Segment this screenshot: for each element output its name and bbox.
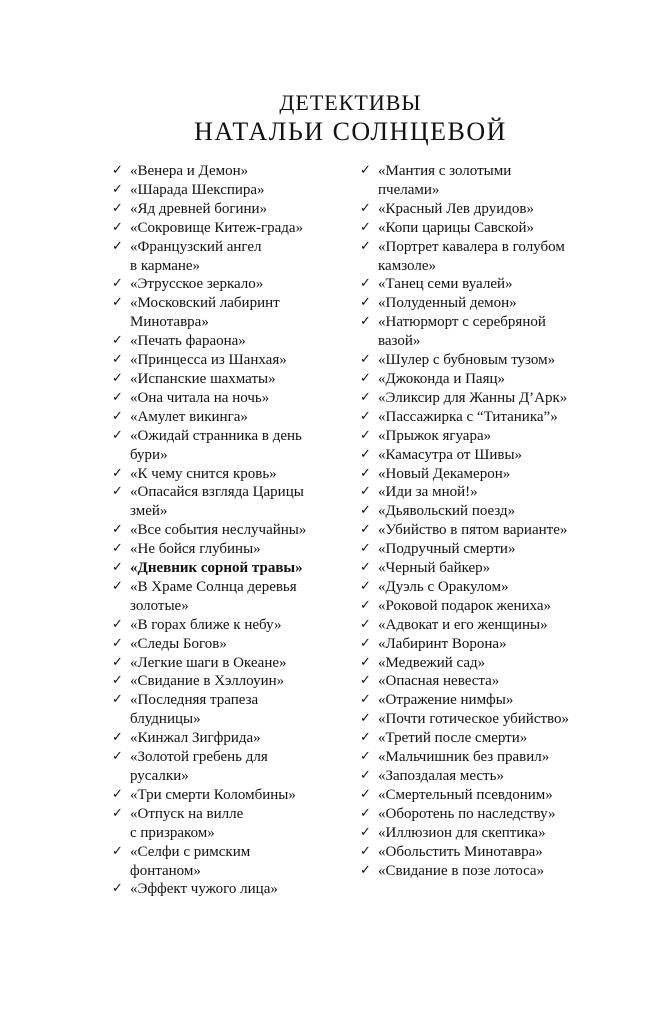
book-list-item	[360, 275, 600, 294]
book-title-line: «Танец семи вуалей»	[378, 276, 513, 293]
book-title-line: «Эффект чужого лица»	[130, 881, 278, 898]
checkmark-icon: ✓	[360, 805, 371, 821]
book-title-line: «Селфи с римским	[130, 843, 251, 860]
book-title-line: бури»	[130, 446, 168, 463]
book-list-item	[112, 181, 347, 200]
book-list-item	[360, 351, 600, 370]
book-title-line: золотые»	[130, 597, 189, 614]
book-title-line: «Медвежий сад»	[378, 654, 486, 671]
book-title-line: «Яд древней богини»	[130, 200, 268, 217]
book-list-item	[112, 238, 347, 276]
title-author: НАТАЛЬИ СОЛНЦЕВОЙ	[194, 117, 507, 146]
book-title-line: «Красный Лев друидов»	[378, 200, 534, 217]
checkmark-icon: ✓	[360, 730, 371, 746]
checkmark-icon: ✓	[360, 786, 371, 802]
book-list-left	[112, 162, 347, 899]
checkmark-icon: ✓	[360, 200, 371, 216]
checkmark-icon: ✓	[360, 389, 371, 405]
checkmark-icon: ✓	[360, 673, 371, 689]
book-title-line: «Она читала на ночь»	[130, 389, 270, 406]
checkmark-icon: ✓	[112, 881, 123, 897]
checkmark-icon: ✓	[360, 408, 371, 424]
book-list-item	[360, 483, 600, 502]
checkmark-icon: ✓	[112, 465, 123, 481]
checkmark-icon: ✓	[112, 370, 123, 386]
book-title-line: «Опасная невеста»	[378, 673, 500, 690]
checkmark-icon: ✓	[360, 635, 371, 651]
title-genre: ДЕТЕКТИВЫ	[279, 90, 422, 115]
book-title-line: «Дуэль с Оракулом»	[378, 578, 509, 595]
book-list-item	[360, 502, 600, 521]
book-title-line: «Московский лабиринт	[130, 295, 280, 312]
checkmark-icon: ✓	[360, 370, 371, 386]
book-list-item	[112, 786, 347, 805]
book-list-item	[360, 672, 600, 691]
book-list-item	[360, 616, 600, 635]
checkmark-icon: ✓	[112, 484, 123, 500]
book-title-line: «Французский ангел	[130, 238, 262, 255]
checkmark-icon: ✓	[112, 427, 123, 443]
checkmark-icon: ✓	[112, 522, 123, 538]
checkmark-icon: ✓	[112, 786, 123, 802]
book-list-item	[360, 389, 600, 408]
checkmark-icon: ✓	[360, 427, 371, 443]
book-title-line: «В Храме Солнца деревья	[130, 578, 297, 595]
checkmark-icon: ✓	[360, 862, 371, 878]
book-list-item	[360, 559, 600, 578]
checkmark-icon: ✓	[112, 541, 123, 557]
book-title-line: «В горах ближе к небу»	[130, 616, 282, 633]
book-title-line: «Свидание в Хэллоуин»	[130, 673, 285, 690]
checkmark-icon: ✓	[360, 484, 371, 500]
book-list-item	[360, 446, 600, 465]
checkmark-icon: ✓	[112, 333, 123, 349]
checkmark-icon: ✓	[360, 276, 371, 292]
book-title-line: «Роковой подарок жениха»	[378, 597, 552, 614]
book-list-item	[360, 427, 600, 446]
book-title-line: «Следы Богов»	[130, 635, 227, 652]
book-list-item	[360, 294, 600, 313]
book-list-item	[112, 294, 347, 332]
book-title-line: с призраком»	[130, 824, 215, 841]
book-list-item	[112, 559, 347, 578]
checkmark-icon: ✓	[360, 503, 371, 519]
checkmark-icon: ✓	[360, 597, 371, 613]
book-title-line: «Свидание в позе лотоса»	[378, 862, 545, 879]
checkmark-icon: ✓	[112, 295, 123, 311]
checkmark-icon: ✓	[112, 692, 123, 708]
book-title-line: «Мальчишник без правил»	[378, 749, 550, 766]
book-list-item	[360, 408, 600, 427]
book-list-item	[112, 748, 347, 786]
book-title-line: «Шарада Шекспира»	[130, 181, 265, 198]
checkmark-icon: ✓	[360, 749, 371, 765]
book-title-line: фонтаном»	[130, 862, 201, 879]
book-title-line: «Печать фараона»	[130, 333, 246, 350]
book-list-item	[360, 805, 600, 824]
book-title-line: «Легкие шаги в Океане»	[130, 654, 287, 671]
book-title-line: «Ожидай странника в день	[130, 427, 302, 444]
book-title-line: «Натюрморт с серебряной	[378, 314, 546, 331]
checkmark-icon: ✓	[360, 616, 371, 632]
book-list-item	[360, 710, 600, 729]
book-list-item	[360, 597, 600, 616]
book-title-line: «Смертельный псевдоним»	[378, 786, 553, 803]
book-title-line: «Кинжал Зигфрида»	[130, 730, 261, 747]
book-list-item	[112, 370, 347, 389]
book-list-item	[360, 786, 600, 805]
book-title-line: змей»	[130, 503, 168, 520]
book-list-item	[360, 238, 600, 276]
checkmark-icon: ✓	[360, 163, 371, 178]
checkmark-icon: ✓	[360, 824, 371, 840]
checkmark-icon: ✓	[112, 635, 123, 651]
book-list-item	[112, 275, 347, 294]
book-title-line: «Золотой гребень для	[130, 749, 268, 766]
book-title-line: вазой»	[378, 333, 421, 350]
book-list-right	[360, 162, 600, 880]
book-title-line: «Опасайся взгляда Царицы	[130, 484, 304, 501]
checkmark-icon: ✓	[112, 730, 123, 746]
book-list-item	[112, 654, 347, 673]
book-title-line: русалки»	[130, 768, 189, 784]
checkmark-icon: ✓	[360, 541, 371, 557]
book-list-item	[360, 219, 600, 238]
checkmark-icon: ✓	[360, 522, 371, 538]
checkmark-icon: ✓	[112, 673, 123, 689]
book-title-line: «Черный байкер»	[378, 560, 491, 577]
checkmark-icon: ✓	[112, 163, 123, 178]
book-title-line: «Иллюзион для скептика»	[378, 824, 546, 841]
checkmark-icon: ✓	[112, 749, 123, 765]
book-list-item	[112, 691, 347, 729]
book-title-line: «Дьявольский поезд»	[378, 503, 516, 520]
book-title-line: «Этрусское зеркало»	[130, 276, 264, 293]
checkmark-icon: ✓	[112, 843, 123, 859]
book-title-line: «Запоздалая месть»	[378, 768, 504, 784]
book-list-item	[112, 200, 347, 219]
book-list-item	[360, 578, 600, 597]
checkmark-icon: ✓	[112, 238, 123, 254]
checkmark-icon: ✓	[360, 352, 371, 368]
book-title-line: «Шулер с бубновым тузом»	[378, 352, 556, 369]
checkmark-icon: ✓	[112, 181, 123, 197]
book-list-item	[360, 824, 600, 843]
book-list-item	[112, 729, 347, 748]
book-list-item	[112, 389, 347, 408]
book-title-line: «Амулет викинга»	[130, 408, 248, 425]
checkmark-icon: ✓	[360, 219, 371, 235]
book-list-item	[360, 862, 600, 881]
book-title-line: «Сокровище Китеж-града»	[130, 219, 304, 236]
book-list-item	[112, 578, 347, 616]
book-title-line: «Эликсир для Жанны Д’Арк»	[378, 389, 568, 406]
book-list-item	[112, 408, 347, 427]
book-list-item	[360, 540, 600, 559]
book-list-item	[112, 351, 347, 370]
book-title-line: «Копи царицы Савской»	[378, 219, 534, 236]
book-title-line: «Все события неслучайны»	[130, 522, 307, 539]
book-title-line: блудницы»	[130, 711, 201, 728]
book-title-line: «Новый Декамерон»	[378, 465, 511, 482]
checkmark-icon: ✓	[360, 768, 371, 783]
book-title-line: «Мантия с золотыми	[378, 163, 512, 179]
book-list-item	[360, 200, 600, 219]
checkmark-icon: ✓	[112, 560, 123, 576]
book-list-item	[360, 635, 600, 654]
book-list-item	[360, 767, 600, 786]
book-title-line: в кармане»	[130, 257, 201, 274]
book-title-line: «Дневник сорной травы»	[130, 560, 303, 577]
book-title-line: «Убийство в пятом варианте»	[378, 522, 568, 539]
checkmark-icon: ✓	[360, 692, 371, 708]
checkmark-icon: ✓	[112, 408, 123, 424]
book-title-line: «Три смерти Коломбины»	[130, 786, 296, 803]
book-title-line: «Портрет кавалера в голубом	[378, 238, 565, 255]
book-list-item	[360, 313, 600, 351]
checkmark-icon: ✓	[360, 238, 371, 254]
book-list-item	[112, 805, 347, 843]
checkmark-icon: ✓	[360, 314, 371, 330]
checkmark-icon: ✓	[112, 616, 123, 632]
checkmark-icon: ✓	[112, 389, 123, 405]
book-title-line: «Испанские шахматы»	[130, 370, 276, 387]
book-title-line: «Лабиринт Ворона»	[378, 635, 507, 652]
book-list-item	[112, 427, 347, 465]
book-list-item	[112, 635, 347, 654]
book-title-line: «Не бойся глубины»	[130, 541, 261, 558]
book-list-item	[360, 370, 600, 389]
checkmark-icon: ✓	[360, 654, 371, 670]
checkmark-icon: ✓	[112, 654, 123, 670]
book-title-line: «Подручный смерти»	[378, 541, 516, 558]
book-title-line: «Третий после смерти»	[378, 730, 528, 747]
book-title-line: камзоле»	[378, 257, 436, 274]
book-list-item	[112, 219, 347, 238]
book-title-line: «Камасутра от Шивы»	[378, 446, 523, 463]
book-title-line: пчелами»	[378, 181, 440, 198]
book-list-item	[360, 162, 600, 200]
checkmark-icon: ✓	[360, 560, 371, 576]
checkmark-icon: ✓	[112, 352, 123, 368]
book-list-item	[360, 465, 600, 484]
book-list-item	[112, 672, 347, 691]
book-list-item	[112, 616, 347, 635]
book-list-item	[360, 654, 600, 673]
checkmark-icon: ✓	[360, 578, 371, 594]
book-title-line: «Обольстить Минотавра»	[378, 843, 543, 860]
book-title-line: «Последняя трапеза	[130, 692, 259, 709]
checkmark-icon: ✓	[112, 276, 123, 292]
book-list-item	[112, 540, 347, 559]
book-list-item	[112, 483, 347, 521]
book-title-line: Минотавра»	[130, 314, 209, 331]
book-list-item	[360, 843, 600, 862]
book-list-item	[112, 880, 347, 899]
checkmark-icon: ✓	[112, 805, 123, 821]
book-list-item	[112, 332, 347, 351]
checkmark-icon: ✓	[112, 219, 123, 235]
checkmark-icon: ✓	[360, 446, 371, 462]
checkmark-icon: ✓	[360, 843, 371, 859]
book-list-item	[360, 748, 600, 767]
book-list-item	[360, 729, 600, 748]
book-title-line: «Полуденный демон»	[378, 295, 517, 312]
book-title-line: «Отпуск на вилле	[130, 805, 244, 822]
book-list-item	[112, 843, 347, 881]
book-list-item	[360, 521, 600, 540]
book-title-line: «Иди за мной!»	[378, 484, 478, 501]
book-title-line: «Почти готическое убийство»	[378, 711, 570, 728]
checkmark-icon: ✓	[360, 465, 371, 481]
book-title-line: «Принцесса из Шанхая»	[130, 352, 287, 369]
book-list-item	[112, 162, 347, 181]
book-title-line: «Адвокат и его женщины»	[378, 616, 548, 633]
book-title-line: «Пассажирка с “Титаника”»	[378, 408, 558, 425]
checkmark-icon: ✓	[360, 711, 371, 727]
book-title-line: «Джоконда и Паяц»	[378, 370, 506, 387]
checkmark-icon: ✓	[360, 295, 371, 311]
book-list-item	[112, 521, 347, 540]
book-list-item	[360, 691, 600, 710]
book-title-line: «Прыжок ягуара»	[378, 427, 492, 444]
book-title-line: «К чему снится кровь»	[130, 465, 277, 482]
book-title-line: «Оборотень по наследству»	[378, 805, 556, 822]
checkmark-icon: ✓	[112, 200, 123, 216]
book-list-item	[112, 465, 347, 484]
checkmark-icon: ✓	[112, 578, 123, 594]
book-title-line: «Отражение нимфы»	[378, 692, 514, 709]
book-title-line: «Венера и Демон»	[130, 163, 249, 179]
title-block	[0, 90, 661, 148]
